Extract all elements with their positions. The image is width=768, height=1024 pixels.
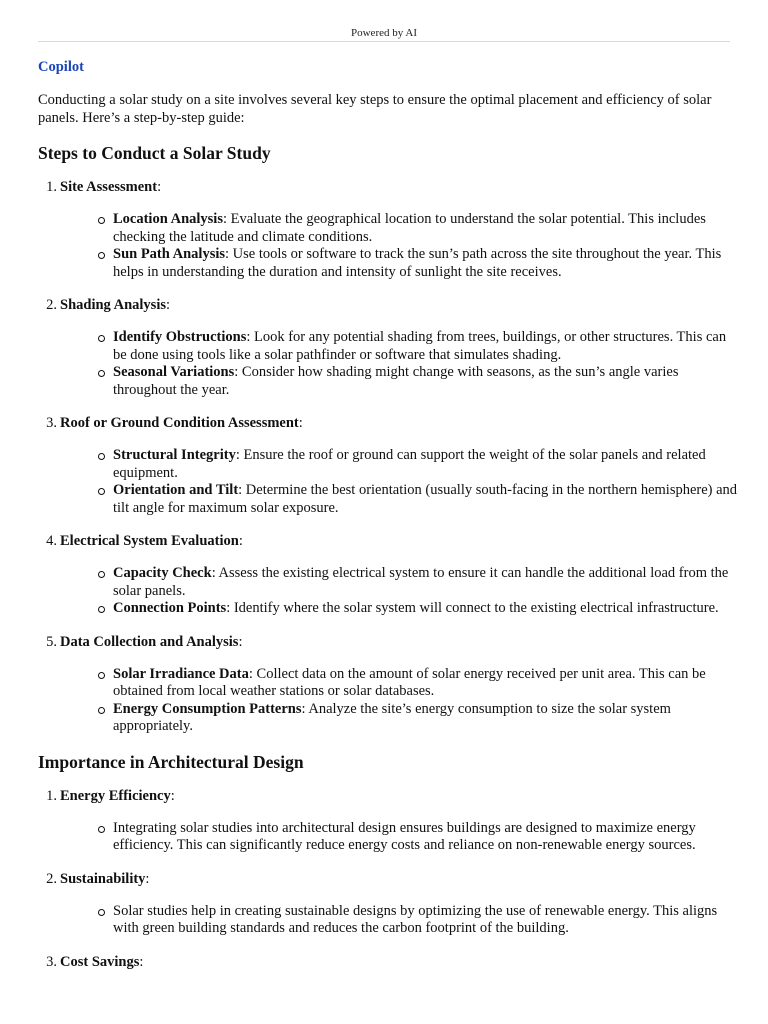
item-name: Energy Consumption Patterns — [113, 700, 302, 717]
assistant-name: Copilot — [38, 59, 84, 75]
item-text: : Identify where the solar system will connect to the existing electrical infrastructure. — [226, 600, 719, 616]
step-number: 4. — [46, 533, 57, 549]
item-text: : Analyze the site’s energy consumption to size the solar system appropriately. — [113, 700, 671, 734]
item-text: : Determine the best orientation (usually south-facing in the northern hemisphere) and tilt angle for maximum solar exposure. — [113, 482, 738, 516]
bullet-icon — [98, 488, 105, 495]
bullet-icon — [98, 217, 105, 224]
item-name: Structural Integrity — [113, 447, 236, 463]
step-name: Electrical System Evaluation — [60, 533, 239, 549]
powered-by-text: Powered by AI — [351, 27, 417, 39]
steps-list — [38, 178, 738, 736]
step-name: Roof or Ground Condition Assessment — [60, 415, 299, 431]
item-text: : Consider how shading might change with seasons, as the sun’s angle varies throughout the year. — [113, 364, 679, 398]
sub-list — [38, 903, 738, 938]
step-name: Shading Analysis — [60, 297, 166, 313]
item-name: Connection Points — [113, 600, 227, 616]
step-number: 1. — [46, 787, 57, 804]
list-item — [113, 211, 738, 246]
list-item — [113, 565, 738, 600]
item-name: Sun Path Analysis — [113, 246, 226, 262]
step-energy-efficiency: 1. Energy Efficiency: Integrating solar studies into architectural design ensures buildings are designed to maximize energy efficiency. This can significantly reduce energy costs and reliance on non-renewable energy sources. — [38, 787, 738, 855]
step-number: 2. — [46, 870, 57, 887]
sub-list — [38, 565, 738, 618]
item-name: Solar Irradiance Data — [113, 665, 249, 682]
step-shading-analysis: 2. Shading Analysis: Identify Obstructions: Look for any potential shading from trees, buildings, or other structures. This can be done using tools like a solar pathfinder or software that simulates shading. Seasonal Variations: Consider how shading might change with seasons, as the sun’s angle varies throughout the year. — [38, 296, 738, 399]
sub-list — [38, 447, 738, 517]
importance-list — [38, 787, 738, 971]
item-text: : Evaluate the geographical location to understand the solar potential. This includes checking the latitude and climate conditions. — [113, 211, 706, 245]
step-sustainability: 2. Sustainability: Solar studies help in creating sustainable designs by optimizing the use of renewable energy. This aligns with green building standards and reduces the carbon footprint of the building. — [38, 870, 738, 938]
section-title-importance: Importance in Architectural Design — [38, 751, 304, 772]
sub-list — [38, 666, 738, 736]
step-roof-ground-assessment: 3. Roof or Ground Condition Assessment: Structural Integrity: Ensure the roof or ground can support the weight of the solar panels and related equipment. Orientation and Tilt: Determine the best orientation (usually south-facing in the northern hemisphere) and tilt angle for maximum solar exposure. — [38, 414, 738, 517]
list-item — [113, 666, 738, 701]
item-text: : Ensure the roof or ground can support the weight of the solar panels and related equipment. — [113, 447, 706, 481]
step-cost-savings: 3. Cost Savings: — [46, 953, 144, 970]
bullet-icon — [98, 571, 105, 578]
list-item — [113, 364, 738, 399]
item-text: Solar studies help in creating sustainable designs by optimizing the use of renewable energy. This aligns with green building standards and reduces the carbon footprint of the building. — [113, 902, 718, 936]
item-name: Capacity Check — [113, 565, 212, 581]
item-text: Integrating solar studies into architectural design ensures buildings are designed to maximize energy efficiency. This can significantly reduce energy costs and reliance on non-renewable energy sources. — [113, 819, 696, 853]
step-name: Site Assessment — [60, 179, 158, 195]
item-text: : Collect data on the amount of solar energy received per unit area. This can be obtained from local weather stations or solar databases. — [113, 665, 706, 699]
sub-list — [38, 820, 738, 855]
bullet-icon — [98, 335, 105, 342]
step-name: Data Collection and Analysis — [60, 633, 239, 650]
intro-paragraph: Conducting a solar study on a site involves several key steps to ensure the optimal placement and efficiency of solar panels. Here’s a step-by-step guide: — [38, 92, 712, 126]
step-number: 3. — [46, 953, 57, 970]
bullet-icon — [98, 370, 105, 377]
step-number: 5. — [46, 633, 57, 650]
powered-by-banner — [38, 26, 730, 42]
sub-list — [38, 329, 738, 399]
step-number: 1. — [46, 179, 57, 195]
step-name: Cost Savings — [60, 953, 140, 970]
step-data-collection: 5. Data Collection and Analysis: Solar Irradiance Data: Collect data on the amount of solar energy received per unit area. This can be obtained from local weather stations or solar databases. Energy Consumption Patterns: Analyze the site’s energy consumption to size the solar system appropriately. — [38, 633, 738, 736]
list-item — [113, 447, 738, 482]
step-number: 2. — [46, 297, 57, 313]
step-electrical-evaluation: 4. Electrical System Evaluation: Capacity Check: Assess the existing electrical system to ensure it can handle the additional load from the solar panels. Connection Points: Identify where the solar system will connect to the existing electrical infrastructure. — [38, 532, 738, 618]
bullet-icon — [98, 672, 105, 679]
item-name: Seasonal Variations — [113, 364, 235, 380]
step-number: 3. — [46, 415, 57, 431]
sub-list — [38, 211, 738, 281]
item-name: Orientation and Tilt — [113, 482, 239, 498]
list-item — [113, 482, 738, 517]
step-name: Sustainability — [60, 870, 146, 887]
item-name: Identify Obstructions — [113, 329, 247, 345]
item-text: : Use tools or software to track the sun’s path across the site throughout the year. This helps in understanding the duration and intensity of sunlight the site receives. — [113, 246, 722, 280]
item-text: : Look for any potential shading from trees, buildings, or other structures. This can be done using tools like a solar pathfinder or software that simulates shading. — [113, 329, 727, 363]
section-title-steps: Steps to Conduct a Solar Study — [38, 143, 271, 163]
list-item — [113, 820, 738, 855]
list-item — [113, 701, 738, 736]
step-site-assessment: 1. Site Assessment: Location Analysis: Evaluate the geographical location to understand the solar potential. This includes checking the latitude and climate conditions. Sun Path Analysis: Use tools or software to track the sun’s path across the site throughout the year. This helps in understanding the duration and intensity of sunlight the site receives. — [38, 178, 738, 281]
bullet-icon — [98, 826, 105, 833]
bullet-icon — [98, 252, 105, 259]
list-item — [113, 329, 738, 364]
list-item — [113, 246, 738, 281]
step-name: Energy Efficiency — [60, 787, 171, 804]
bullet-icon — [98, 453, 105, 460]
response-content — [38, 58, 738, 971]
list-item — [113, 600, 738, 618]
bullet-icon — [98, 707, 105, 714]
item-name: Location Analysis — [113, 211, 223, 227]
list-item — [113, 903, 738, 938]
bullet-icon — [98, 909, 105, 916]
bullet-icon — [98, 606, 105, 613]
item-text: : Assess the existing electrical system to ensure it can handle the additional load from the solar panels. — [113, 565, 729, 599]
